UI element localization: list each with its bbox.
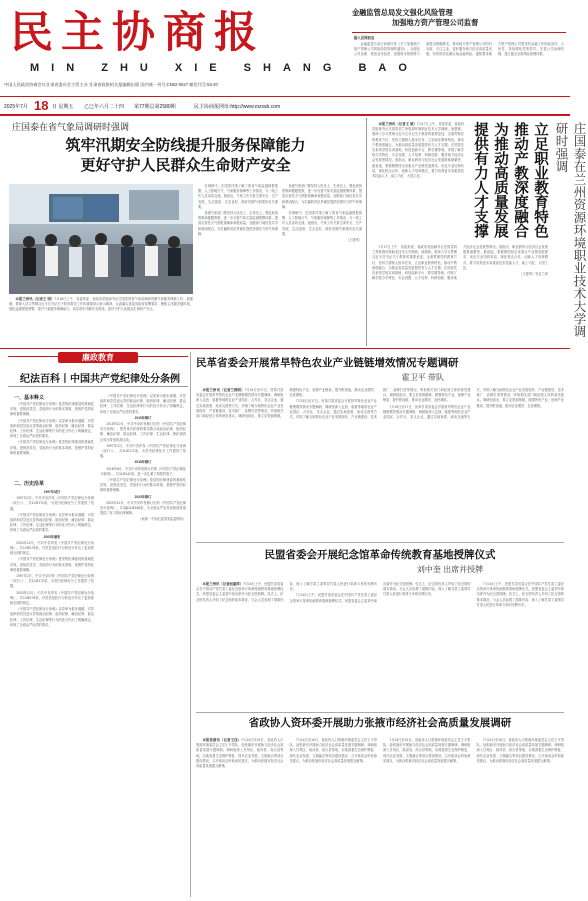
feature-title-1: 立足职业教育特色	[532, 122, 548, 238]
left-text-16: 2023年12月，中共中央印发修订后的《中国共产党纪律处分条例》，共3编11章158条，为全面从严治党向纵深发展提供了有力的纪律保障。	[100, 500, 186, 516]
left-text-2: 《中国共产党纪律处分条例》以党章为根本遵循，对党组织和党员违反党的政治纪律、组织纪律、廉洁纪律、群众纪律、工作纪律、生活纪律等行为的处分作出了明确规定，体现了全面从严治党的要求。	[10, 418, 94, 439]
year-2003: 2003年颁布	[43, 534, 61, 539]
lead-text-3: 各级气象部门要坚持人民至上、生命至上，强化底线思维和极限思维，进一步完善气象灾害监测预警体系，提高灾害性天气预报准确率和提前量，加强部门间信息共享和联动配合，为打赢防汛抗旱硬仗提供坚强有力的气象保障。	[198, 211, 278, 236]
masthead-info: 中国人民政治协商会议甘肃省委员会主管主办 甘肃省政协机关报编辑出版 国内统一刊号:CN62-0027 邮发代号:53-20	[4, 82, 218, 87]
issue-number: 第77期总第2580期	[134, 104, 176, 110]
story-2	[196, 548, 564, 718]
story-3-paragraph	[196, 738, 284, 769]
top-right-headline-2: 加强地方资产管理公司监督	[392, 18, 479, 27]
left-text-c	[100, 394, 186, 890]
story-3-text	[196, 738, 564, 894]
left-text-13: 1997年2月，中共中央印发《中国共产党纪律处分条例（试行）》，共11章172条，为党内纪律处分工作提供了依据。	[100, 443, 186, 459]
section-rule	[0, 348, 570, 349]
left-text-8: 1997年2月，中共中央印发《中国共产党纪律处分条例（试行）》，共11章172条，为党内纪律处分工作提供了依据。	[10, 574, 94, 589]
heading-basic: 一、基本释义	[14, 395, 45, 401]
left-text-9: 2003年12月，中共中央印发《中国共产党纪律处分条例》，共10章178条，对党员违纪行为的处分作出了更加系统全面的规定。	[10, 590, 94, 606]
lead-editor: （王建军）	[346, 238, 362, 243]
issue-weekday: 日 星期五	[52, 104, 74, 110]
lead-paragraph-1	[9, 297, 193, 313]
story-2-title: 民盟省委会开展纪念馆革命传统教育基地授牌仪式	[264, 549, 496, 561]
lead-byline: 本报兰州讯（记者王 明）	[15, 297, 55, 301]
feature-title-4: 提供有力人才支撑	[472, 122, 488, 238]
top-right-text	[354, 42, 564, 94]
story-1-title: 民革省委会开展常旱特色农业产业链链增效情况专题调研	[196, 357, 459, 369]
year-1997: 1997年试行	[43, 490, 61, 494]
left-column	[8, 352, 188, 892]
story-2-author: 刘中奎 出席并授牌	[416, 565, 484, 574]
date-bar	[4, 99, 570, 113]
lead-text-1: 7月18日上午，省委常委、省政协党组副书记庄国泰到省气象局调研汛期气象服务保障工作。他强调，要深入学习贯彻习近平总书记关于防汛救灾工作的重要指示批示精神，认真落实省委省政府部署要求，聚焦主汛期关键时段，强化监测预报预警，提升气象服务保障能力，切实筑牢汛期安全防线，更好守护人民群众生命财产安全。	[9, 297, 193, 312]
feature-text-top	[372, 122, 464, 242]
story-2-text	[196, 582, 564, 692]
left-text-14: 2018年8月，中共中央印发修订后的《中国共产党纪律处分条例》，共11章142条，进一步扎紧了制度的笼子。	[100, 466, 186, 476]
feature-text-bottom	[372, 245, 548, 341]
top-right-paragraph: 金融监管总局日前就印发《关于加强地方资产管理公司风险防控管理的通知》，从强化公司治理、规范业务经营、加强资本管理等方面提出明确要求，推动地方资产管理公司回归本源、专注主业，更好服务地方经济高质量发展，有效防范化解区域金融风险。通知要求地方资产管理公司要坚持金融工作的政治性、人民性，持续强化党的领导，完善公司治理机制，建立健全全面风险管理体系。	[354, 42, 564, 57]
left-text-3: 《中国共产党纪律处分条例》是党的纪律建设的基础性法规，是规范党员、党组织行为的基本准则，是维护党的纪律的重要保障。	[10, 440, 94, 455]
top-right-rule	[352, 32, 566, 33]
masthead-title: 民主协商报	[10, 8, 265, 58]
lunar-date: 乙巳年六月二十四	[84, 104, 125, 110]
masthead-rule	[0, 96, 570, 97]
issue-date: 2025年7月	[4, 104, 28, 110]
story-2-text-2: 7月16日上午，民盟甘肃省委会在中国共产党甘肃工委纪念馆举行革命传统教育基地授牌仪式。民盟省委会主委刘中奎出席并为纪念馆授牌。仪式上，纪念馆负责人介绍了纪念馆的基本情况，与会人员参观了展陈内容，深入了解甘肃工委领导甘肃人民进行革命斗争的光辉历史。	[289, 582, 471, 603]
left-text-6: 2003年12月，中共中央印发《中国共产党纪律处分条例》，共10章178条，对党员违纪行为的处分作出了更加系统全面的规定。	[10, 540, 94, 556]
lead-text-col1	[9, 297, 193, 333]
feature-title-3: 为推动高质量发展	[492, 122, 508, 238]
year-2015: 2015年修订	[134, 415, 152, 420]
lead-text-2: 在调研中，庄国泰详细了解了我省气象监测预报预警、人工影响天气、气象服务保障等工作情况，与一线工作人员亲切交流。他指出，气象工作关系生命安全、生产发展、生活富裕、生态良好，做好汛期气象服务至关重要。	[198, 184, 278, 209]
left-title-rule	[8, 386, 188, 387]
section-tag: 廉政教育	[58, 352, 138, 363]
story-3-text-1: 7月14日至16日，省政协人口资源环境委员会主任王平带队，赴张掖市开展助力经济社会高质量发展专题调研。调研组深入甘州区、临泽县、高台县等地，实地查看生态保护修复、现代农业发展、文旅融合等项目建设情况，召开座谈会听取意见建议，为推动张掖市经济社会高质量发展建言献策。	[196, 738, 284, 769]
left-text-1: 《中国共产党纪律处分条例》是党的纪律建设的基础性法规，是规范党员、党组织行为的基本准则，是维护党的纪律的重要保障。	[10, 402, 94, 417]
masthead-pinyin: MIN ZHU XIE SHANG BAO	[30, 62, 419, 74]
left-text-15: 《中国共产党纪律处分条例》是党的纪律建设的基础性法规，是规范党员、党组织行为的基本准则，是维护党的纪律的重要保障。	[100, 478, 186, 493]
story-3-text-2: 7月14日至16日，省政协人口资源环境委员会主任王平带队，赴张掖市开展助力经济社会高质量发展专题调研。调研组深入甘州区、临泽县、高台县等地，实地查看生态保护修复、现代农业发展、文旅融合等项目建设情况，召开座谈会听取意见建议，为推动张掖市经济社会高质量发展建言献策。	[289, 738, 377, 763]
left-note: （来源：中央纪委国家监委网站）	[138, 517, 186, 522]
story-1-author: 霍卫平 带队	[401, 373, 444, 382]
left-text-4: 1997年2月，中共中央印发《中国共产党纪律处分条例（试行）》，共11章172条，为党内纪律处分工作提供了依据。	[10, 496, 94, 511]
story-divider-2	[196, 712, 564, 713]
feature-title-2: 推动产教深度融合	[512, 122, 528, 238]
feature-footer: 《王建军》发自兰州	[519, 272, 548, 277]
top-right-story	[352, 8, 566, 94]
left-title: 纪法百科丨中国共产党纪律处分条例	[20, 374, 180, 385]
feature-byline: 本报兰州讯（记者王 斌）	[378, 122, 417, 126]
left-text-5: 《中国共产党纪律处分条例》以党章为根本遵循，对党组织和党员违反党的政治纪律、组织纪律、廉洁纪律、群众纪律、工作纪律、生活纪律等行为的处分作出了明确规定，体现了全面从严治党的要求。	[10, 512, 94, 533]
top-right-headline-1: 金融监管总局发文强化风险管理	[352, 8, 453, 17]
story-1-text-3: 7月15日至17日，民革甘肃省委会开展常旱特色农业产业链链增效情况专题调研，调研组深入定西、临夏等地的农业产业园区、合作社、龙头企业，通过实地查看、座谈交流等方式，详细了解当地特色农业产业发展现状、产业链建设、技术推广、品牌打造等情况，听取相关部门和经营主体的意见建议。调研组指出，要立足资源禀赋，做强特色产业，延伸产业链条，提升附加值，推动农业增效、农民增收。	[383, 388, 564, 420]
year-2018: 2018年修订	[134, 460, 152, 465]
column-divider	[366, 118, 367, 346]
story-3-text-4: 7月14日至16日，省政协人口资源环境委员会主任王平带队，赴张掖市开展助力经济社会高质量发展专题调研。调研组深入甘州区、临泽县、高台县等地，实地查看生态保护修复、现代农业发展、文旅融合等项目建设情况，召开座谈会听取意见建议，为推动张掖市经济社会高质量发展建言献策。	[476, 738, 564, 763]
left-text-11: 《中国共产党纪律处分条例》以党章为根本遵循，对党组织和党员违反党的政治纪律、组织纪律、廉洁纪律、群众纪律、工作纪律、生活纪律等行为的处分作出了明确规定，体现了全面从严治党的要求。	[100, 394, 186, 414]
story-1-text-1: 7月15日至17日，民革甘肃省委会开展常旱特色农业产业链链增效情况专题调研，调研组深入定西、临夏等地的农业产业园区、合作社、龙头企业，通过实地查看、座谈交流等方式，详细了解当地特色农业产业发展现状、产业链建设、技术推广、品牌打造等情况，听取相关部门和经营主体的意见建议。调研组指出，要立足资源禀赋，做强特色产业，延伸产业链条，提升附加值，推动农业增效、农民增收。	[196, 388, 377, 419]
lead-photo-scene	[9, 184, 193, 294]
story-1-text	[196, 388, 564, 466]
story-2-text-1: 7月16日上午，民盟甘肃省委会在中国共产党甘肃工委纪念馆举行革命传统教育基地授牌仪式。民盟省委会主委刘中奎出席并为纪念馆授牌。仪式上，纪念馆负责人介绍了纪念馆的基本情况，与会人员参观了展陈内容，深入了解甘肃工委领导甘肃人民进行革命斗争的光辉历史。	[196, 582, 377, 602]
left-divider	[190, 352, 191, 897]
story-2-byline: 本报兰州讯（记者赵丽萍）	[202, 582, 244, 586]
left-text-12: 2015年10月，中共中央印发修订后的《中国共产党纪律处分条例》，把党章对纪律的要求整合成政治纪律、组织纪律、廉洁纪律、群众纪律、工作纪律、生活纪律，使纪律真正成为带电的高压线。	[100, 422, 186, 442]
feature-text-2: 7月17日上午，省委常委、省政协党组副书记庄国泰到兰州资源环境职业技术大学调研。他强调，要深入学习贯彻习近平总书记关于教育的重要论述，全面贯彻党的教育方针，坚持立德树人根本任务，立足职业教育特色，推动产教深度融合，为推动高质量发展提供有力人才支撑。庄国泰先后来到学校实训基地、科技创新平台、教学楼等地，详细了解学校办学特色、专业设置、人才培养、科研创新、服务地方经济社会发展等情况。他指出，职业教育与经济社会发展联系最紧密、最直接，要紧紧围绕全省重点产业链发展需求，优化专业结构布局，深化校企合作，创新人才培养模式，着力培养更多高素质技术技能人才、能工巧匠、大国工匠。	[372, 245, 548, 281]
lead-photo	[9, 184, 193, 294]
lead-text-5: 在调研中，庄国泰详细了解了我省气象监测预报预警、人工影响天气、气象服务保障等工作情况，与一线工作人员亲切交流。他指出，气象工作关系生命安全、生产发展、生活富裕、生态良好，做好汛期气象服务至关重要。	[282, 211, 362, 236]
left-text-7: 《中国共产党纪律处分条例》是党的纪律建设的基础性法规，是规范党员、党组织行为的基本准则，是维护党的纪律的重要保障。	[10, 557, 94, 572]
lead-text-col2	[198, 184, 278, 334]
story-3-text-3: 7月14日至16日，省政协人口资源环境委员会主任王平带队，赴张掖市开展助力经济社会高质量发展专题调研。调研组深入甘州区、临泽县、高台县等地，实地查看生态保护修复、现代农业发展、文旅融合等项目建设情况，召开座谈会听取意见建议，为推动张掖市经济社会高质量发展建言献策。	[383, 738, 471, 763]
story-2-text-3: 7月16日上午，民盟甘肃省委会在中国共产党甘肃工委纪念馆举行革命传统教育基地授牌仪式。民盟省委会主委刘中奎出席并为纪念馆授牌。仪式上，纪念馆负责人介绍了纪念馆的基本情况，与会人员参观了展陈内容，深入了解甘肃工委领导甘肃人民进行革命斗争的光辉历史。	[476, 582, 564, 607]
lead-kicker: 庄国泰在省气象局调研时强调	[12, 122, 130, 132]
feature-text-1: 7月17日上午，省委常委、省政协党组副书记庄国泰到兰州资源环境职业技术大学调研。他强调，要深入学习贯彻习近平总书记关于教育的重要论述，全面贯彻党的教育方针，坚持立德树人根本任务，立足职业教育特色，推动产教深度融合，为推动高质量发展提供有力人才支撑。庄国泰先后来到学校实训基地、科技创新平台、教学楼等地，详细了解学校办学特色、专业设置、人才培养、科研创新、服务地方经济社会发展等情况。他指出，职业教育与经济社会发展联系最紧密、最直接，要紧紧围绕全省重点产业链发展需求，优化专业结构布局，深化校企合作，创新人才培养模式，着力培养更多高素质技术技能人才、能工巧匠、大国工匠。	[372, 122, 464, 179]
story-3-byline: 本报张掖讯（记者王佳）	[202, 738, 242, 742]
issue-day: 18	[34, 98, 49, 113]
lead-title-1: 筑牢汛期安全防线提升服务保障能力	[65, 137, 306, 154]
left-text-b	[10, 490, 94, 890]
story-3	[196, 716, 564, 896]
story-divider-1	[196, 542, 564, 543]
heading-history: 二、历史沿革	[14, 481, 45, 487]
story-1	[196, 356, 564, 526]
date-rule	[0, 114, 570, 116]
story-1-byline: 本报兰州讯（记者兰晓明）	[202, 388, 245, 392]
story-3-title: 省政协人资环委开展助力张掖市经济社会高质量发展调研	[248, 717, 512, 729]
year-2023: 2023年修订	[134, 494, 152, 499]
left-text-10: 《中国共产党纪律处分条例》以党章为根本遵循，对党组织和党员违反党的政治纪律、组织纪律、廉洁纪律、群众纪律、工作纪律、生活纪律等行为的处分作出了明确规定，体现了全面从严治党的要求。	[10, 607, 94, 627]
top-right-byline: 据人民网消息	[354, 36, 375, 40]
story-1-text-2: 7月15日至17日，民革甘肃省委会开展常旱特色农业产业链链增效情况专题调研，调研组深入定西、临夏等地的农业产业园区、合作社、龙头企业，通过实地查看、座谈交流等方式，详细了解当地特色农业产业发展现状、产业链建设、技术推广、品牌打造等情况，听取相关部门和经营主体的意见建议。调研组指出，要立足资源禀赋，做强特色产业，延伸产业链条，提升附加值，推动农业增效、农民增收。	[289, 388, 471, 420]
lead-title-2: 更好守护人民群众生命财产安全	[80, 157, 291, 174]
lead-text-4: 各级气象部门要坚持人民至上、生命至上，强化底线思维和极限思维，进一步完善气象灾害监测预警体系，提高灾害性天气预报准确率和提前量，加强部门间信息共享和联动配合，为打赢防汛抗旱硬仗提供坚强有力的气象保障。	[282, 184, 362, 209]
lead-text-col3	[282, 184, 362, 334]
website[interactable]: 民主协商报网址:http://www.mzxsb.com	[194, 104, 281, 110]
feature-vertical-title: 庄国泰在兰州资源环境职业技术大学调研时强调	[554, 122, 586, 338]
feature-paragraph-1	[372, 122, 464, 179]
